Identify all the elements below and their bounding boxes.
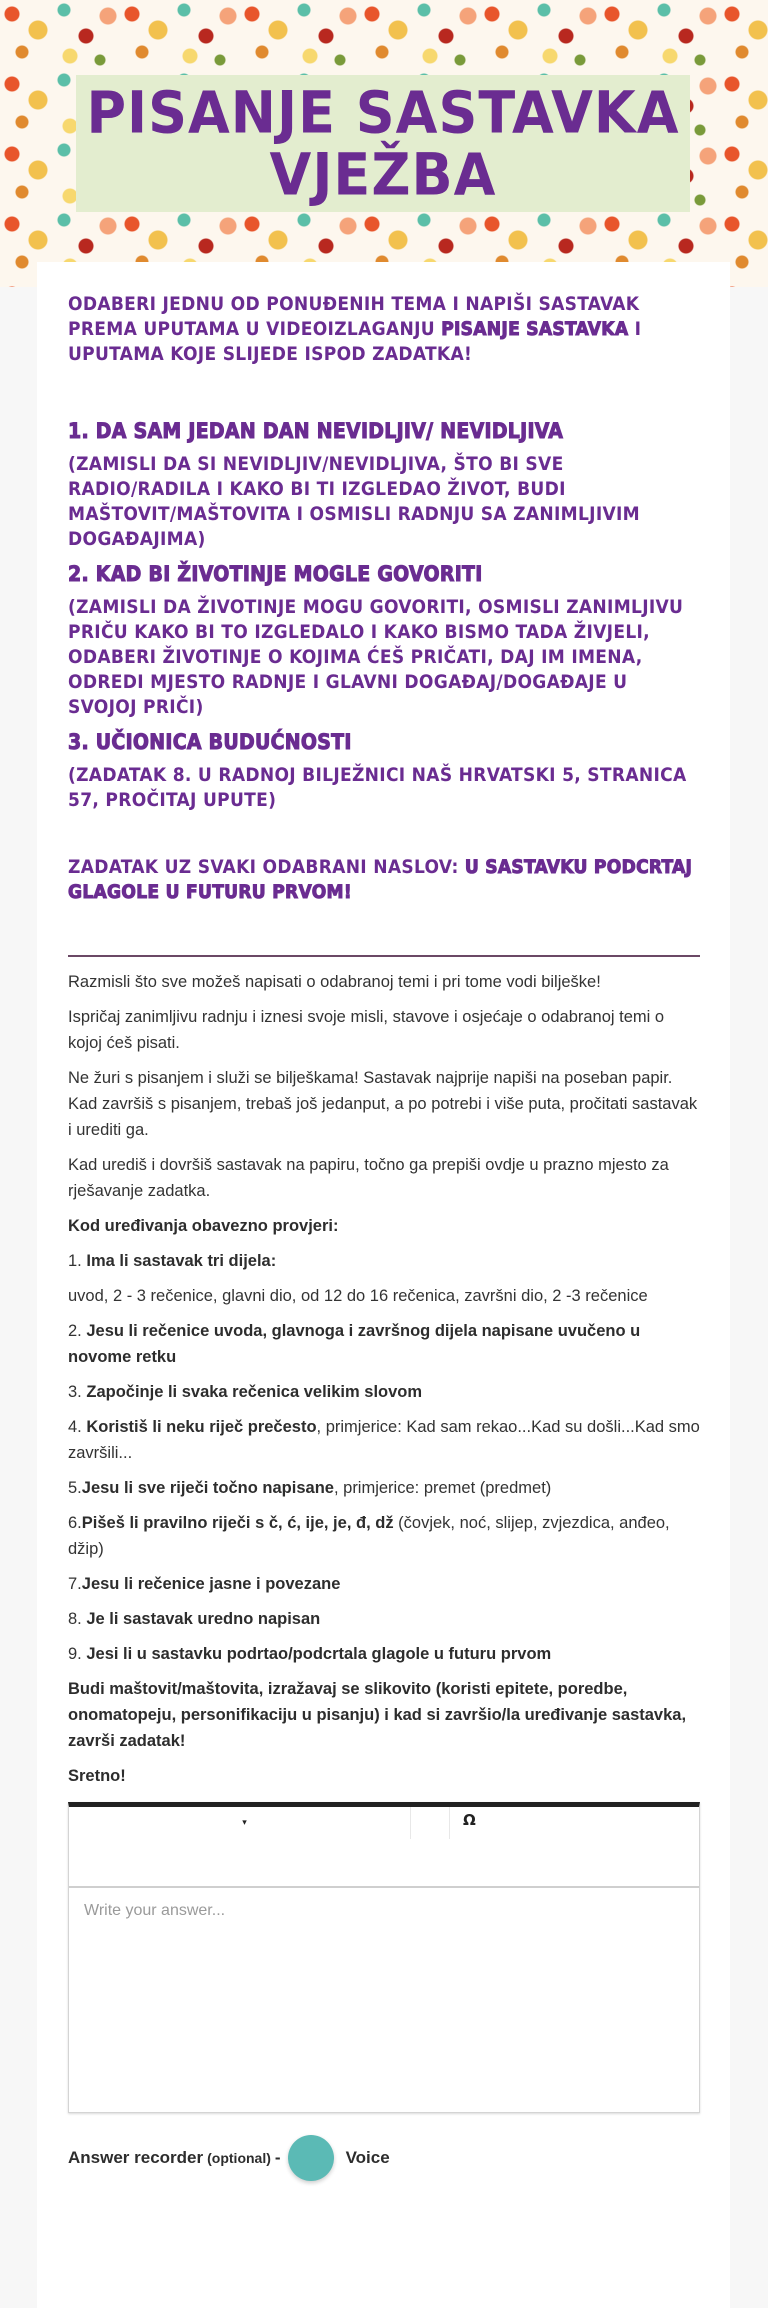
checklist-item: [68, 1641, 700, 1667]
worksheet-content: [68, 292, 700, 2181]
instruction-4: Kad urediš i dovršiš sastavak na papiru, točno ga prepiši ovdje u prazno mjesto za rješavanje zadatka.: [68, 1156, 669, 1200]
good-luck-text: [68, 1763, 700, 1789]
topic-3-title: 3. UČIONICA BUDUĆNOSTI: [68, 730, 352, 754]
checklist-heading: [68, 1213, 700, 1239]
checklist-item: [68, 1414, 700, 1466]
editor-toolbar: [69, 1807, 699, 1888]
section-divider: [68, 955, 700, 957]
item-bold: Jesu li sve riječi točno napisane: [81, 1479, 334, 1497]
item-bold: Započinje li svaka rečenica velikim slovom: [86, 1383, 423, 1401]
item-number: 4.: [68, 1418, 87, 1436]
rich-text-editor: [68, 1802, 700, 2113]
instruction-3: Ne žuri s pisanjem i služi se bilješkama! Sastavak najprije napiši na poseban papir. Kad završiš s pisanjem, trebaš još jedanput, a po potrebi i više puta, pročitati sastavak i urediti ga.: [68, 1069, 698, 1139]
answer-input[interactable]: [69, 1888, 699, 2107]
special-character-icon[interactable]: Ω: [463, 1811, 476, 1829]
recorder-label: Answer recorder: [68, 2148, 204, 2167]
format-dropdown[interactable]: [69, 1807, 410, 1837]
topic-1-title: 1. DA SAM JEDAN DAN NEVIDLJIV/ NEVIDLJIVA: [68, 419, 564, 443]
topic-2-description: (ZAMISLI DA ŽIVOTINJE MOGU GOVORITI, OSMISLI ZANIMLJIVU PRIČU KAKO BI TO IZGLEDALO I KAKO BISMO TADA ŽIVJELI, ODABERI ŽIVOTINJE O KOJIMA ĆEŠ PRIČATI, DAJ IM IMENA, ODREDI MJESTO RADNJE I GLAVNI DOGAĐAJ/DOGAĐAJE U SVOJOJ PRIČI): [68, 596, 684, 718]
item-bold: Pišeš li pravilno riječi s č, ć, ije, je, đ, dž: [81, 1514, 394, 1532]
closing-text-bold: Budi maštovit/maštovita, izražavaj se slikovito (koristi epitete, poredbe, onomatopeju, personifikaciju u pisanju) i kad si završio/la uređivanje sastavka, završi zadatak!: [68, 1680, 687, 1750]
item-rest: , primjerice: Kad sam rekao...Kad su došli...Kad smo završili...: [68, 1418, 700, 1462]
item-bold: Jesi li u sastavku podrtao/podcrtala glagole u futuru prvom: [86, 1645, 552, 1663]
checklist-item: [68, 1283, 700, 1309]
task-part-1: ZADATAK UZ SVAKI ODABRANI NASLOV:: [68, 856, 465, 878]
item-rest: (čovjek, noć, slijep, zvjezdica, anđeo, džip): [68, 1514, 670, 1558]
item-number: 3.: [68, 1383, 87, 1401]
item-bold: Jesu li rečenice jasne i povezane: [81, 1575, 341, 1593]
item-rest: uvod, 2 - 3 rečenice, glavni dio, od 12 do 16 rečenica, završni dio, 2 -3 rečenice: [68, 1287, 648, 1305]
item-number: 1.: [68, 1252, 87, 1270]
chevron-down-icon: ▾: [242, 1816, 247, 1827]
intro-video-title: PISANJE SASTAVKA: [441, 318, 629, 340]
intro-part-1: ODABERI JEDNU OD PONUĐENIH TEMA I NAPIŠI SASTAVAK PREMA UPUTAMA U VIDEOIZLAGANJU: [68, 293, 640, 340]
instruction-2: Ispričaj zanimljivu radnju i iznesi svoje misli, stavove i osjećaje o odabranoj temi o kojoj ćeš pisati.: [68, 1008, 665, 1052]
item-bold: Koristiš li neku riječ prečesto: [86, 1418, 317, 1436]
header-banner: [0, 0, 768, 287]
checklist-item: [68, 1318, 700, 1370]
checklist-item: [68, 1606, 700, 1632]
topic-1-description: (ZAMISLI DA SI NEVIDLJIV/NEVIDLJIVA, ŠTO BI SVE RADIO/RADILA I KAKO BI TI IZGLEDAO ŽIVOT, BUDI MAŠTOVIT/MAŠTOVITA I OSMISLI RADNJU SA ZANIMLJIVIM DOGAĐAJIMA): [68, 453, 640, 550]
topic-2-title: 2. KAD BI ŽIVOTINJE MOGLE GOVORITI: [68, 562, 483, 586]
answer-recorder: [68, 2135, 700, 2181]
good-luck-bold: Sretno!: [68, 1767, 126, 1785]
item-number: 6.: [68, 1514, 82, 1532]
toolbar-button[interactable]: [411, 1807, 449, 1839]
item-bold: Jesu li rečenice uvoda, glavnoga i završnog dijela napisane uvučeno u novome retku: [68, 1322, 641, 1366]
title-box: [76, 75, 690, 212]
item-rest: , primjerice: premet (predmet): [333, 1479, 552, 1497]
checklist-item: [68, 1475, 700, 1501]
checklist-heading-text: Kod uređivanja obavezno provjeri:: [68, 1217, 339, 1235]
intro-text: [68, 292, 700, 367]
item-bold: Ima li sastavak tri dijela:: [86, 1252, 277, 1270]
item-number: 7.: [68, 1575, 82, 1593]
checklist-item: [68, 1510, 700, 1562]
record-button[interactable]: [288, 2135, 334, 2181]
checklist-item: [68, 1571, 700, 1597]
item-number: 9.: [68, 1645, 87, 1663]
item-number: 8.: [68, 1610, 87, 1628]
checklist-item: [68, 1248, 700, 1274]
task-text: [68, 855, 700, 905]
item-number: 2.: [68, 1322, 87, 1340]
recorder-optional: (optional): [207, 2150, 271, 2166]
voice-label: Voice: [345, 2148, 390, 2167]
page-title-line-2: VJEŽBA: [269, 139, 497, 208]
recorder-dash: -: [274, 2148, 281, 2167]
closing-text: [68, 1676, 700, 1754]
toolbar-separator: [449, 1807, 450, 1839]
item-number: 5.: [68, 1479, 82, 1497]
intro-part-3: I UPUTAMA KOJE SLIJEDE ISPOD ZADATKA!: [68, 318, 642, 365]
page-title-line-1: PISANJE SASTAVKA: [86, 77, 680, 146]
worksheet-card: [37, 262, 730, 2308]
item-bold: Je li sastavak uredno napisan: [86, 1610, 321, 1628]
checklist-item: [68, 1379, 700, 1405]
instruction-1: Razmisli što sve možeš napisati o odabranoj temi i pri tome vodi bilješke!: [68, 973, 601, 991]
task-part-2: U SASTAVKU PODCRTAJ GLAGOLE U FUTURU PRVOM!: [68, 856, 693, 903]
topic-3-description: (ZADATAK 8. U RADNOJ BILJEŽNICI NAŠ HRVATSKI 5, STRANICA 57, PROČITAJ UPUTE): [68, 764, 687, 811]
